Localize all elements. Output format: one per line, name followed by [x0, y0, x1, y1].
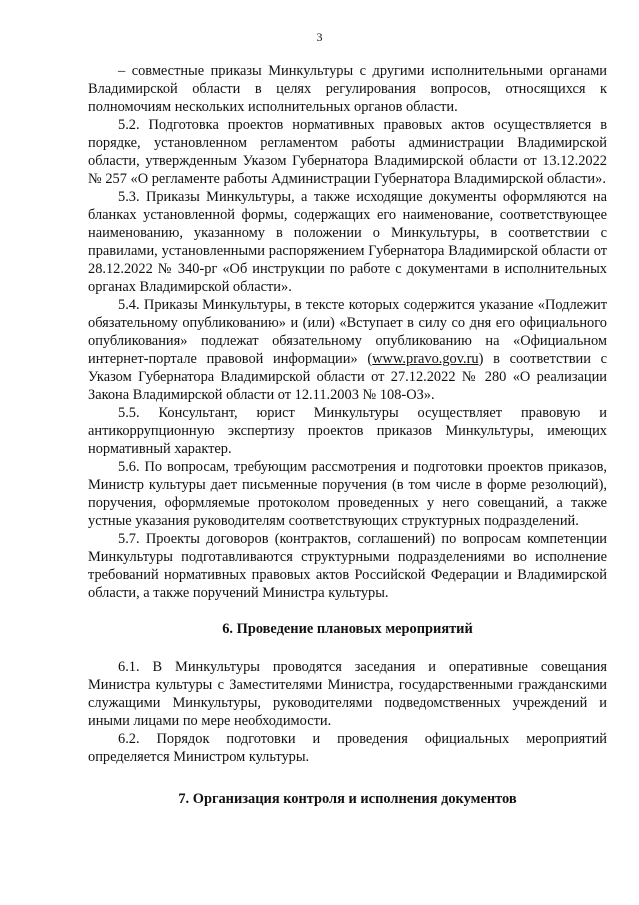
paragraph-6-2: 6.2. Порядок подготовки и проведения официальных мероприятий определяется Министром культуры.	[88, 731, 607, 765]
section-7-heading: 7. Организация контроля и исполнения документов	[178, 791, 517, 807]
paragraph-5-5: 5.5. Консультант, юрист Минкультуры осуществляет правовую и антикоррупционную экспертизу проектов приказов Минкультуры, имеющих нормативный характер.	[88, 405, 607, 457]
paragraph-5-6: 5.6. По вопросам, требующим рассмотрения и подготовки проектов приказов, Министр культуры дает письменные поручения (в том числе в форме резолюций), поручения, оформляемые протоколом проведенных у него совещаний, а также устные указания руководителям соответствующих структурных подразделений.	[88, 459, 607, 529]
paragraph-5-4-text-start: 5.4. Приказы Минкультуры, в тексте которых содержится указание «Подлежит обязательному опубликованию» и (или) «Вступает в силу со дня его официального опубликования» подлежат обязательному опубликованию на «Официальном интернет-портале правовой информации» (	[88, 297, 607, 367]
section-6-heading: 6. Проведение плановых мероприятий	[222, 621, 473, 637]
pravo-gov-link[interactable]: www.pravo.gov.ru	[372, 351, 479, 367]
paragraph-5-4-text-end: ) в соответствии с Указом Губернатора Владимирской области от 27.12.2022 № 280 «О реализации Закона Владимирской области от 12.11.2003 № 108-ОЗ».	[88, 351, 607, 403]
page-number: 3	[316, 30, 323, 44]
paragraph-5-4	[88, 296, 607, 404]
paragraph-5-3: 5.3. Приказы Минкультуры, а также исходящие документы оформляются на бланках установленной формы, содержащих его наименование, соответствующее наименованию, указанному в положении о Минкультуры, в соответствии с правилами, установленными распоряжением Губернатора Владимирской области от 28.12.2022 № 340-рг «Об инструкции по работе с документами в исполнительных органах Владимирской области».	[88, 189, 607, 295]
document-body	[88, 62, 607, 808]
paragraph-joint-orders: – совместные приказы Минкультуры с другими исполнительными органами Владимирской области в целях регулирования вопросов, относящихся к полномочиям нескольких исполнительных органов области.	[88, 63, 607, 115]
paragraph-5-2: 5.2. Подготовка проектов нормативных правовых актов осуществляется в порядке, установленном регламентом работы администрации Владимирской области, утвержденным Указом Губернатора Владимирской области от 13.12.2022 № 257 «О регламенте работы Администрации Губернатора Владимирской области».	[88, 117, 607, 187]
paragraph-5-7: 5.7. Проекты договоров (контрактов, соглашений) по вопросам компетенции Минкультуры подготавливаются структурными подразделениями во исполнение требований нормативных правовых актов Российской Федерации и Владимирской области, а также поручений Министра культуры.	[88, 531, 607, 601]
paragraph-6-1: 6.1. В Минкультуры проводятся заседания и оперативные совещания Министра культуры с Заместителями Министра, государственными гражданскими служащими Минкультуры, руководителями подведомственных учреждений и иными лицами по мере необходимости.	[88, 659, 607, 729]
